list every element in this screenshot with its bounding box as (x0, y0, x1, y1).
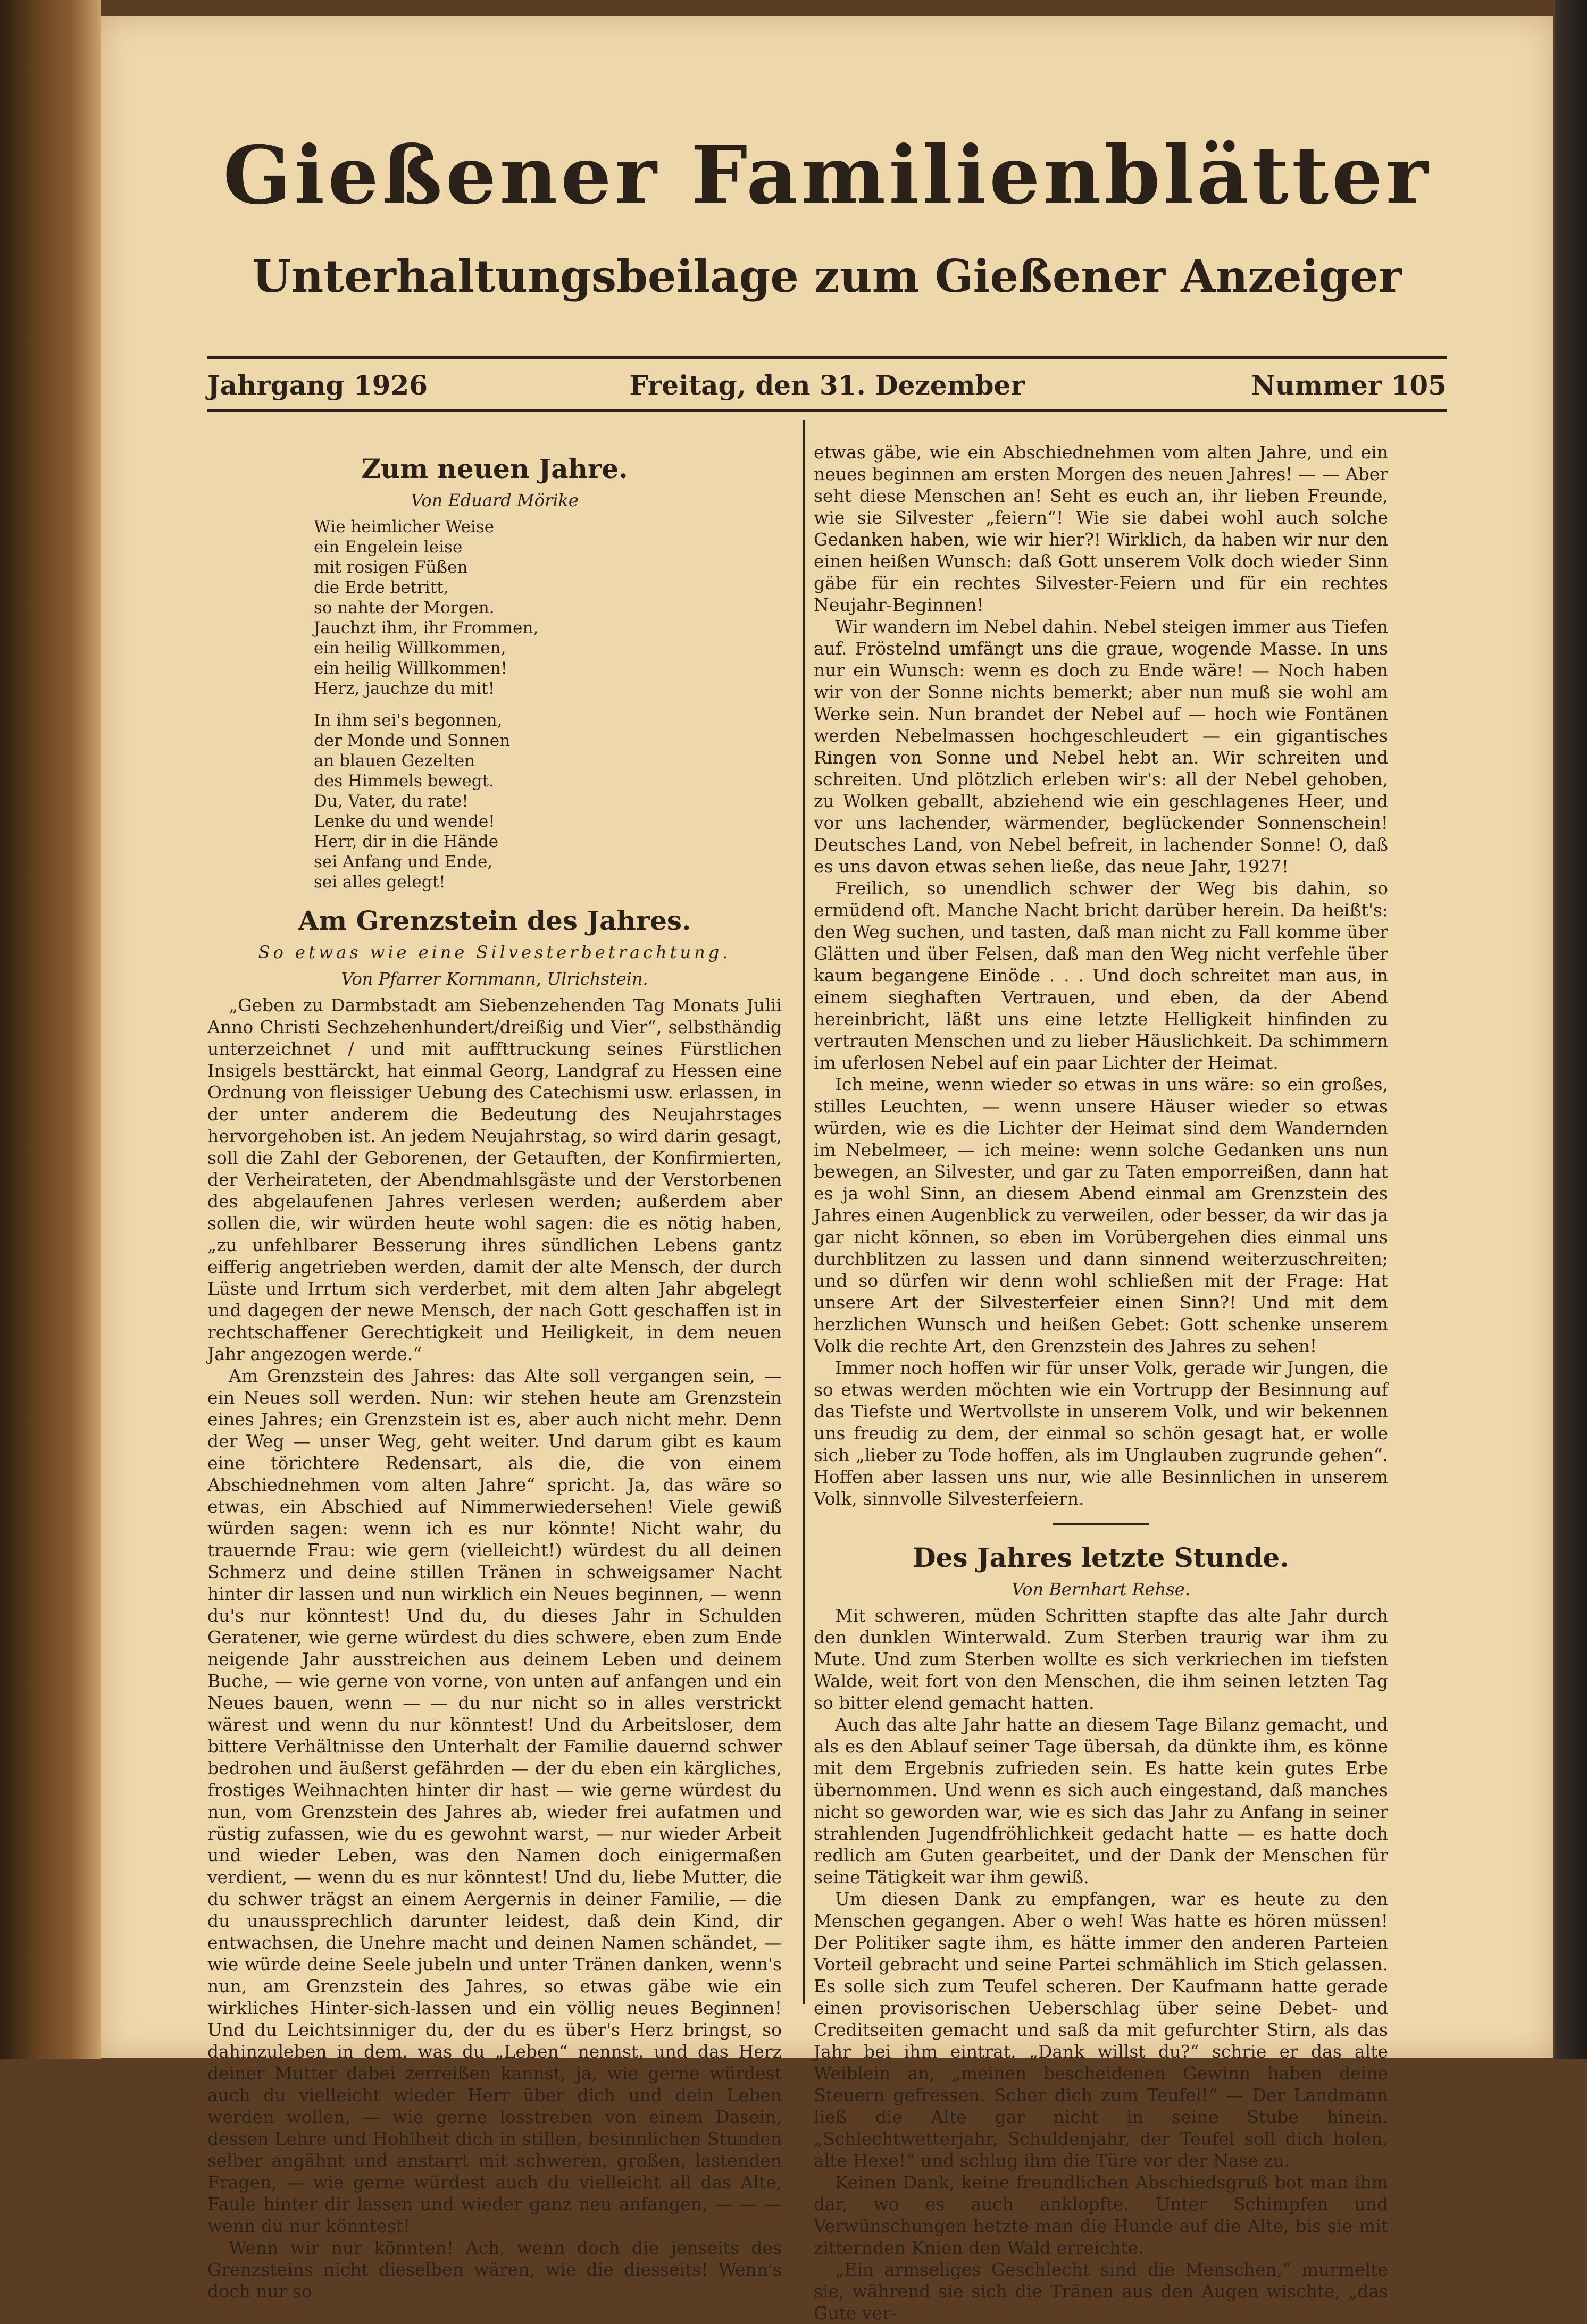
poem-line: ein Engelein leise (314, 538, 463, 557)
newspaper-page (101, 16, 1553, 2323)
article-paragraph: Am Grenzstein des Jahres: das Alte soll vergangen sein, — ein Neues soll werden. Nun: wir stehen heute am Grenzstein eines Jahres; ein Grenzstein ist es, aber auch nicht mehr. Denn der Weg — unser Weg, geht weiter. Und darum gibt es kaum eine törichtere Redensart, als die, die von einem Abschiednehmen vom alten Jahre“ spricht. Ja, das wäre so etwas, ein Abschied auf Nimmerwiedersehen! Viele gewiß würden sagen: wenn ich es nur könnte! Nicht wahr, du trauernde Frau: wie gern (vielleicht!) würdest du all deinen Schmerz und deine stillen Tränen in schweigsamer Nacht hinter dir lassen und nun wirklich ein Neues beginnen, — wenn du's nur könntest! Und du, du dieses Jahr in Schulden Geratener, wie gerne würdest du dies schwere, eben zum Ende neigende Jahr ausstreichen aus deinem Leben und deinem Buche, — wie gerne von vorne, von unten auf anfangen und ein Neues bauen, wenn — — du nur nicht so in alles verstrickt wärest und wenn du nur könntest! Und du Arbeitsloser, dem bittere Verhältnisse den Unterhalt der Familie dauernd schwer bedrohen und äußerst gefährden — der du eben ein kärgliches, frostiges Weihnachten hinter dir hast — wie gerne würdest du nun, vom Grenzstein des Jahres ab, wieder frei aufatmen und rüstig zufassen, wie du es gewohnt warst, — nur wieder Arbeit und wieder Leben, was den Namen doch einigermaßen verdient, — wenn du es nur könntest! Und du, liebe Mutter, die du schwer trägst an einem Aergernis in deiner Familie, — die du unaussprechlich darunter leidest, daß dein Kind, dir entwachsen, die Unehre macht und deinen Namen schändet, — wie würde deine Seele jubeln und unter Tränen danken, wenn's nun, am Grenzstein des Jahres, so etwas gäbe wie ein wirkliches Hinter-sich-lassen und ein völlig neues Beginnen! Und du Leichtsinniger du, der du es über's Herz bringst, so dahinzuleben in dem, was du „Leben“ nennst, und das Herz deiner Mutter dabei zerreißen kannst, ja, wie gerne würdest auch du vielleicht wieder Herr über dich und dein Leben werden wollen, — wie gerne losstreben von einem Dasein, dessen Lehre und Hohlheit dich in stillen, besinnlichen Stunden selber angähnt und anstarrt mit schweren, großen, lastenden Fragen, — wie gerne würdest auch du vielleicht all das Alte, Faule hinter dir lassen und wieder ganz neu anfangen, — — — wenn du nur könntest! (207, 1365, 782, 2236)
right-column (814, 441, 1388, 2323)
issue-date: Freitag, den 31. Dezember (629, 370, 1025, 401)
poem-line: Herz, jauchze du mit! (314, 679, 495, 698)
article-paragraph: Immer noch hoffen wir für unser Volk, gerade wir Jungen, die so etwas werden möchten wie ein Vortrupp der Besinnung auf das Tiefste und Wertvollste in unserem Volk, und wir bekennen uns freudig zu dem, der einmal so schön gesagt hat, er wolle sich „lieber zu Tode hoffen, als im Unglauben zugrunde gehen“. Hoffen aber lassen uns nur, wie alle Besinnlichen in unserem Volk, sinnvolle Silvesterfeiern. (814, 1357, 1388, 1509)
article-paragraph: Wenn wir nur könnten! Ach, wenn doch die jenseits des Grenzsteins nicht dieselben wären, wie die diesseits! Wenn's doch nur so (207, 2237, 782, 2302)
poem-stanza (314, 710, 782, 892)
poem-line: ein heilig Willkommen, (314, 639, 506, 658)
poem-line: Jauchzt ihm, ihr Frommen, (314, 618, 539, 637)
article-title: Am Grenzstein des Jahres. (298, 905, 691, 936)
article-paragraph: Um diesen Dank zu empfangen, war es heute zu den Menschen gegangen. Aber o weh! Was hatte es hören müssen! Der Politiker sagte ihm, es hätte immer den anderen Parteien Vorteil gebracht und seine Partei schmählich im Stich gelassen. Es solle sich zum Teufel scheren. Der Kaufmann hatte gerade einen provisorischen Ueberschlag über seine Debet- und Creditseiten gemacht und saß da mit gefurchter Stirn, als das Jahr bei ihm eintrat. „Dank willst du?“ schrie er das alte Weiblein an, „meinen bescheidenen Gewinn haben deine Steuern gefressen. Scher dich zum Teufel!“ — Der Landmann ließ die Alte gar nicht in seine Stube hinein. „Schlechtwetterjahr, Schuldenjahr, der Teufel soll dich holen, alte Hexe!“ und schlug ihm die Türe vor der Nase zu. (814, 1889, 1388, 2171)
poem-body (314, 517, 782, 892)
poem-stanza (314, 517, 782, 699)
article-paragraph: „Geben zu Darmbstadt am Siebenzehenden Tag Monats Julii Anno Christi Sechzehenhundert/dreißig und Vier“, selbsthändig unterzeichnet / und mit auffttruckung seines Fürstlichen Insigels besttärckt, hat einmal Georg, Landgraf zu Hessen eine Ordnung von fleissiger Uebung des Catechismi usw. erlassen, in der unter anderem die Bedeutung des Neujahrstages hervorgehoben ist. An jedem Neujahrstag, so wird darin gesagt, soll die Zahl der Geborenen, der Getauften, der Konfirmierten, der Verheirateten, der Abendmahlsgäste und der Verstorbenen des abgelaufenen Jahres verlesen werden; außerdem aber sollen die, wir würden heute wohl sagen: die es nötig haben, „zu unfehlbarer Besserung ihres sündlichen Lebens gantz eifferig angetrieben werden, damit der alte Mensch, der durch Lüste und Irrtum sich verderbet, mit dem alten Jahr abgelegt und dagegen der newe Mensch, der nach Gott geschaffen ist in rechtschaffener Gerechtigkeit und Heiligkeit, in dem neuen Jahr angezogen werde.“ (207, 995, 782, 1364)
poem-line: In ihm sei's begonnen, (314, 711, 503, 730)
poem-line: Herr, dir in die Hände (314, 832, 499, 851)
article-paragraph: Auch das alte Jahr hatte an diesem Tage Bilanz gemacht, und als es den Ablauf seiner Tage übersah, da dünkte ihm, es könne mit dem Ergebnis zufrieden sein. Es hatte kein gutes Erbe übernommen. Und wenn es sich auch eingestand, daß manches nicht so geworden war, wie es sich das Jahr zu Anfang in seiner strahlenden Jugendfröhlichkeit gedacht hatte — es hatte doch redlich am Guten gearbeitet, und der Dank der Menschen für seine Tätigkeit war ihm gewiß. (814, 1714, 1388, 1887)
book-binding (0, 0, 101, 2059)
article-author: Von Pfarrer Kornmann, Ulrichstein. (341, 969, 648, 989)
poem-line: mit rosigen Füßen (314, 558, 468, 577)
poem-line: die Erde betritt, (314, 578, 449, 597)
poem-line: des Himmels bewegt. (314, 771, 494, 791)
poem-line: so nahte der Morgen. (314, 598, 495, 617)
issue-info-bar (207, 364, 1447, 407)
issue-number: Nummer 105 (1251, 370, 1447, 401)
section-separator (1053, 1523, 1149, 1525)
article-paragraph: Freilich, so unendlich schwer der Weg bis dahin, so ermüdend oft. Manche Nacht bricht darüber herein. Da heißt's: den Weg suchen, und tasten, daß man nicht zu Fall komme über Glätten und über Felsen, daß man den Weg nicht verfehle über kaum begangene Einöde . . . Und doch schreitet man aus, in einem sieghaften Vertrauen, und eben, da der Abend hereinbricht, läßt uns eine letzte Helligkeit hinfinden zu vertrauten Menschen und zu lieber Häuslichkeit. Da schimmern im uferlosen Nebel auf ein paar Lichter der Heimat. (814, 878, 1388, 1073)
article-subtitle: So etwas wie eine Silvesterbetrachtung. (258, 942, 731, 962)
poem-line: sei alles gelegt! (314, 872, 446, 892)
poem-line: der Monde und Sonnen (314, 731, 511, 750)
article-title: Des Jahres letzte Stunde. (913, 1542, 1289, 1573)
poem-line: sei Anfang und Ende, (314, 852, 493, 871)
masthead-subtitle: Unterhaltungsbeilage zum Gießener Anzeiger (252, 250, 1402, 303)
header-rule-top (207, 356, 1447, 359)
column-divider (803, 420, 805, 2004)
article-paragraph: etwas gäbe, wie ein Abschiednehmen vom alten Jahre, und ein neues beginnen am ersten Morgen des neuen Jahres! — — Aber seht diese Menschen an! Seht es euch an, ihr lieben Freunde, wie sie Silvester „feiern“! Wie sie dabei wohl auch solche Gedanken haben, wie wir hier?! Wirklich, da haben wir nur den einen heißen Wunsch: daß Gott unserem Volk doch wieder Sinn gäbe für ein rechtes Silvester-Feiern und für ein rechtes Neujahr-Beginnen! (814, 442, 1388, 615)
article-paragraph: Keinen Dank, keine freundlichen Abschiedsgruß bot man ihm dar, wo es auch anklopfte. Unter Schimpfen und Verwünschungen hetzte man die Hunde auf die Alte, bis sie mit zitternden Knien den Wald erreichte. (814, 2172, 1388, 2258)
left-column (207, 441, 782, 2302)
poem-line: ein heilig Willkommen! (314, 659, 507, 678)
article-paragraph: „Ein armseliges Geschlecht sind die Menschen,“ murmelte sie, während sie sich die Tränen aus den Augen wischte, „das Gute ver- (814, 2259, 1388, 2323)
article-author: Von Bernhart Rehse. (1012, 1579, 1190, 1599)
article-paragraph: Wir wandern im Nebel dahin. Nebel steigen immer aus Tiefen auf. Fröstelnd umfängt uns die graue, wogende Masse. In uns nur ein Wunsch: wenn es doch zu Ende wäre! — Noch haben wir von der Sonne nichts bemerkt; aber nun muß sie wohl am Werke sein. Nun brandet der Nebel auf — hoch wie Fontänen werden Nebelmassen hochgeschleudert — ein gigantisches Ringen von Sonne und Nebel hebt an. Wir schreiten und schreiten. Und plötzlich erleben wir's: all der Nebel gehoben, zu Wolken geballt, abziehend wie ein geschlagenes Heer, und vor uns lachender, wärmender, beglückender Sonnenschein! Deutsches Land, von Nebel befreit, in lachender Sonne! O, daß es uns davon etwas sehen ließe, das neue Jahr, 1927! (814, 616, 1388, 877)
cover-board (1555, 0, 1587, 2059)
poem-line: an blauen Gezelten (314, 751, 475, 770)
poem-author: Von Eduard Mörike (411, 490, 579, 510)
poem-line: Du, Vater, du rate! (314, 792, 469, 811)
issue-year: Jahrgang 1926 (207, 370, 428, 401)
poem-line: Wie heimlicher Weise (314, 517, 495, 536)
poem-line: Lenke du und wende! (314, 812, 495, 831)
header-rule-bottom (207, 409, 1447, 412)
poem-title: Zum neuen Jahre. (361, 453, 628, 484)
article-paragraph: Mit schweren, müden Schritten stapfte das alte Jahr durch den dunklen Winterwald. Zum Sterben traurig war ihm zu Mute. Und zum Sterben wollte es sich verkriechen im tiefsten Walde, weit fort von den Menschen, die ihm seinen letzten Tag so bitter elend gemacht hatten. (814, 1605, 1388, 1713)
masthead-title: Gießener Familienblätter (223, 129, 1431, 222)
article-paragraph: Ich meine, wenn wieder so etwas in uns wäre: so ein großes, stilles Leuchten, — wenn unsere Häuser wieder so etwas würden, wie es die Lichter der Heimat sind dem Wandernden im Nebelmeer, — ich meine: wenn solche Gedanken uns nun bewegen, an Silvester, und gar zu Taten emporreißen, dann hat es ja wohl Sinn, an diesem Abend einmal am Grenzstein des Jahres einen Augenblick zu verweilen, oder besser, da wir das ja gar nicht können, so eben im Vorübergehen dies einmal uns durchblitzen zu lassen und dann sinnend weiterzuschreiten; und so dürfen wir denn wohl schließen mit der Frage: Hat unsere Art der Silvesterfeier einen Sinn?! Und mit dem herzlichen Wunsch und heißen Gebet: Gott schenke unserem Volk die rechte Art, den Grenzstein des Jahres zu sehen! (814, 1074, 1388, 1356)
